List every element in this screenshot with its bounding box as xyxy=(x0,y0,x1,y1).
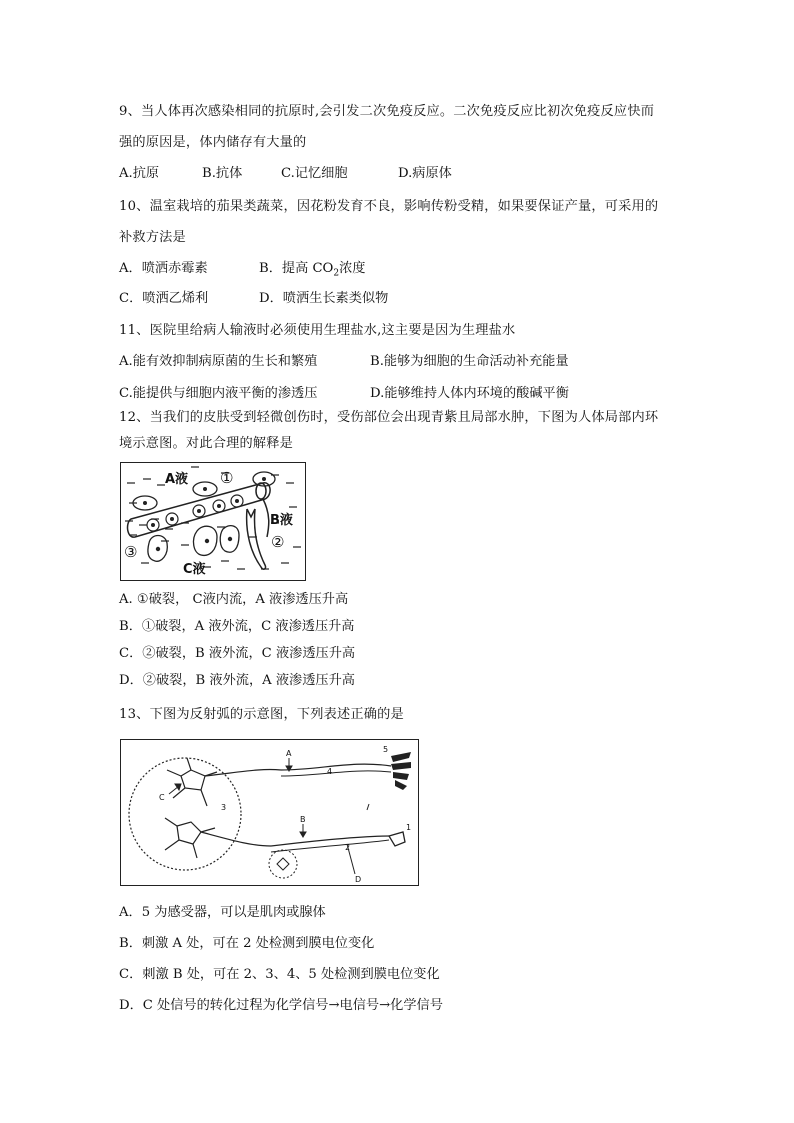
q9-stem-line1: 9、当人体再次感染相同的抗原时,会引发二次免疫反应。二次免疫反应比初次免疫反应快而 xyxy=(119,104,655,119)
red-blood-cell-centers xyxy=(151,499,239,527)
q13-option-c[interactable]: C．刺激 B 处，可在 2、3、4、5 处检测到膜电位变化 xyxy=(119,967,440,982)
q11-option-b[interactable]: B.能够为细胞的生命活动补充能量 xyxy=(370,354,569,369)
label-c-fluid: C液 xyxy=(183,562,206,577)
q10-option-a[interactable]: A．喷洒赤霉素 xyxy=(119,261,208,276)
q11-stem-line1: 11、医院里给病人输液时必须使用生理盐水,这主要是因为生理盐水 xyxy=(119,323,516,338)
efferent-nerve[interactable] xyxy=(281,764,391,770)
q9-option-c[interactable]: C.记忆细胞 xyxy=(281,166,348,181)
q10-stem-line1: 10、温室栽培的茄果类蔬菜，因花粉发育不良，影响传粉受精，如果要保证产量，可采用的 xyxy=(119,199,659,214)
label-marker-3: ③ xyxy=(124,543,138,561)
label-a-fluid: A液 xyxy=(165,472,189,487)
q9-stem-line2: 强的原因是，体内储存有大量的 xyxy=(119,135,307,150)
q12-option-b[interactable]: B．①破裂，A 液外流，C 液渗透压升高 xyxy=(119,619,355,634)
internal-environment-figure xyxy=(120,462,306,581)
q9-option-b[interactable]: B.抗体 xyxy=(202,166,243,181)
label-b-fluid: B液 xyxy=(270,513,293,528)
spinal-cord-region xyxy=(129,758,241,870)
q13-option-d[interactable]: D．C 处信号的转化过程为化学信号→电信号→化学信号 xyxy=(119,998,443,1013)
ganglion-region xyxy=(269,850,297,878)
stimulus-arrows xyxy=(169,758,369,874)
receptor[interactable] xyxy=(389,832,405,846)
label-5: 5 xyxy=(383,745,389,754)
tissue-cells-top xyxy=(133,472,275,510)
label-4: 4 xyxy=(327,767,333,776)
label-b: B xyxy=(300,815,306,824)
label-marker-2: ② xyxy=(271,533,285,551)
q10-option-b-suffix: 浓度 xyxy=(339,261,366,276)
q13-option-a[interactable]: A．5 为感受器，可以是肌肉或腺体 xyxy=(119,905,326,920)
reflex-arc-diagram xyxy=(121,740,418,885)
q11-option-a[interactable]: A.能有效抑制病原菌的生长和繁殖 xyxy=(119,354,318,369)
q9-option-a[interactable]: A.抗原 xyxy=(119,166,160,181)
q12-option-c[interactable]: C．②破裂，B 液外流，C 液渗透压升高 xyxy=(119,646,356,661)
q11-option-c[interactable]: C.能提供与细胞内液平衡的渗透压 xyxy=(119,386,318,401)
effector-muscle[interactable] xyxy=(391,752,411,790)
q10-option-c[interactable]: C．喷洒乙烯利 xyxy=(119,291,209,306)
label-a: A xyxy=(286,749,292,758)
label-2: 2 xyxy=(345,843,351,852)
internal-environment-diagram xyxy=(121,463,305,580)
q13-option-b[interactable]: B．刺激 A 处，可在 2 处检测到膜电位变化 xyxy=(119,936,375,951)
q13-stem-line1: 13、下图为反射弧的示意图，下列表述正确的是 xyxy=(119,707,404,722)
q10-stem-line2: 补救方法是 xyxy=(119,230,186,245)
q12-option-d[interactable]: D．②破裂，B 液外流，A 液渗透压升高 xyxy=(119,673,355,688)
q12-stem-line2: 境示意图。对此合理的解释是 xyxy=(119,436,294,451)
q9-option-d[interactable]: D.病原体 xyxy=(398,166,452,181)
label-d: D xyxy=(355,875,362,884)
label-marker-1: ① xyxy=(220,469,234,487)
q11-option-d[interactable]: D.能够维持人体内环境的酸碱平衡 xyxy=(370,386,569,401)
tissue-cells-lower xyxy=(148,526,239,562)
q10-option-b-text: B．提高 CO xyxy=(259,261,334,276)
lymph-vessel[interactable] xyxy=(247,499,269,569)
reflex-arc-figure xyxy=(120,739,419,886)
q12-stem-line1: 12、当我们的皮肤受到轻微创伤时，受伤部位会出现青紫且局部水肿，下图为人体局部内环 xyxy=(119,410,659,425)
q10-option-b-subscript: 2 xyxy=(333,268,340,279)
afferent-nerve-outline xyxy=(271,840,389,852)
q12-option-a[interactable]: A. ①破裂， C液内流，A 液渗透压升高 xyxy=(119,592,349,607)
label-3: 3 xyxy=(221,803,227,812)
label-c: C xyxy=(159,793,165,802)
efferent-nerve-outline xyxy=(281,771,391,776)
ganglion-cell xyxy=(277,858,289,870)
tissue-cell-nuclei-top xyxy=(143,477,266,505)
q10-option-d[interactable]: D．喷洒生长素类似物 xyxy=(259,291,389,306)
afferent-nerve[interactable] xyxy=(271,836,389,846)
q10-option-b[interactable] xyxy=(259,260,365,283)
label-1: 1 xyxy=(406,823,412,832)
